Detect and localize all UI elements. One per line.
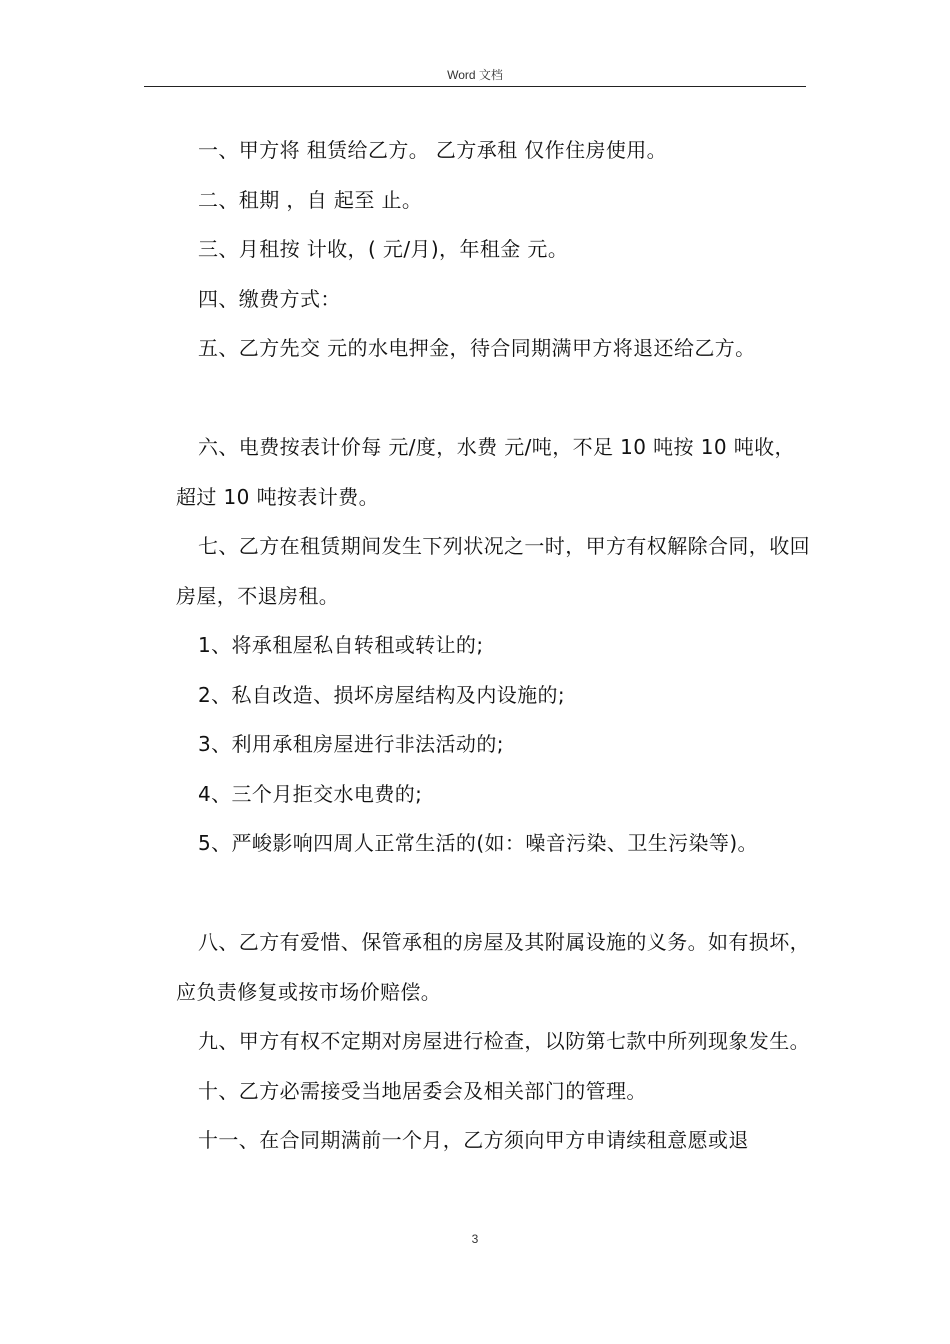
paragraph-11: 十一、在合同期满前一个月，乙方须向甲方申请续租意愿或退 — [198, 1128, 749, 1152]
paragraph-9: 九、甲方有权不定期对房屋进行检查，以防第七款中所列现象发生。 — [198, 1029, 810, 1053]
paragraph-7: 七、乙方在租赁期间发生下列状况之一时，甲方有权解除合同，收回房屋，不退房租。 — [176, 534, 810, 608]
list-item-2: 2、私自改造、损坏房屋结构及内设施的; — [198, 682, 566, 707]
list-item-1: 1、将承租屋私自转租或转让的; — [198, 633, 484, 657]
paragraph-4: 四、缴费方式： — [198, 286, 341, 311]
header-divider — [144, 86, 806, 87]
paragraph-8: 八、乙方有爱惜、保管承租的房屋及其附属设施的义务。如有损坏，应负责修复或按市场价赔偿。 — [176, 930, 810, 1004]
paragraph-10: 十、乙方必需接受当地居委会及相关部门的管理。 — [198, 1078, 647, 1103]
paragraph-6: 六、电费按表计价每 元/度，水费 元/吨，不足 10 吨按 10 吨收，超过 10 吨按表计费。 — [176, 435, 795, 509]
paragraph-2: 二、租期 ，自 起至 止。 — [198, 187, 423, 212]
page-header-title: Word 文档 — [447, 68, 503, 82]
list-item-3: 3、利用承租房屋进行非法活动的; — [198, 732, 504, 756]
paragraph-3: 三、月租按 计收，( 元/月)，年租金 元。 — [198, 237, 569, 261]
paragraph-5: 五、乙方先交 元的水电押金，待合同期满甲方将退还给乙方。 — [198, 336, 756, 360]
document-body — [176, 126, 810, 1166]
list-item-5: 5、严峻影响四周人正常生活的(如：噪音污染、卫生污染等)。 — [198, 831, 758, 855]
paragraph-1: 一、甲方将 租赁给乙方。 乙方承租 仅作住房使用。 — [198, 138, 668, 162]
list-item-4: 4、三个月拒交水电费的; — [198, 781, 423, 806]
blank-line — [176, 869, 810, 919]
page-number: 3 — [471, 1232, 479, 1246]
blank-line — [176, 374, 810, 424]
